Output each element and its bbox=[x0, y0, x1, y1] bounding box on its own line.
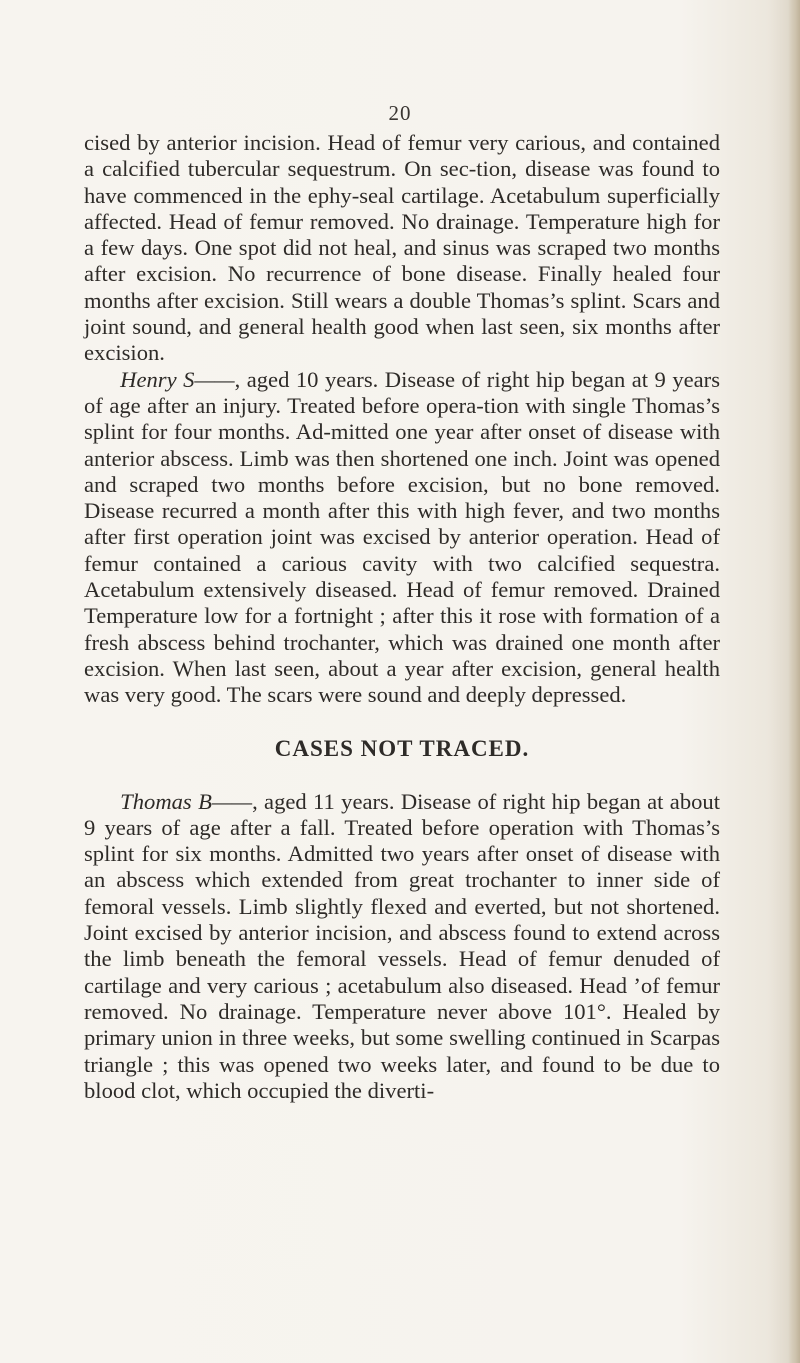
paragraph-text: , aged 11 years. Disease of right hip began at about 9 years of age after a fall. Treated before operation with Thomas’s splint for six months. Admitted two years after onset of disease with an abscess which extended from great trochanter to inner side of femoral vessels. Limb slightly flexed and everted, but not shortened. Joint excised by anterior incision, and abscess found to extend across the limb beneath the femoral vessels. Head of femur denuded of cartilage and very carious ; acetabulum also diseased. Head ’of femur removed. No drainage. Temperature never above 101°. Healed by primary union in three weeks, but some swelling continued in Scarpas triangle ; this was opened two weeks later, and found to be due to blood clot, which occupied the diverti- bbox=[84, 788, 720, 1103]
section-heading: CASES NOT TRACED. bbox=[274, 735, 530, 761]
page-number: 20 bbox=[388, 101, 412, 125]
patient-name: Thomas B—— bbox=[120, 788, 253, 814]
case-paragraph-thomas bbox=[84, 789, 720, 1105]
section-heading-block bbox=[84, 709, 720, 789]
page-body bbox=[84, 130, 720, 1104]
case-paragraph-continued bbox=[84, 130, 720, 367]
paragraph-text: cised by anterior incision. Head of femur very carious, and contained a calcified tubercular sequestrum. On sec-tion, disease was found to have commenced in the ephy-seal cartilage. Acetabulum superficially affected. Head of femur removed. No drainage. Temperature high for a few days. One spot did not heal, and sinus was scraped two months after excision. No recurrence of bone disease. Finally healed four months after excision. Still wears a double Thomas’s splint. Scars and joint sound, and general health good when last seen, six months after excision. bbox=[84, 130, 720, 366]
paragraph-text: , aged 10 years. Disease of right hip began at 9 years of age after an injury. Treated before opera-tion with single Thomas’s splint for four months. Ad-mitted one year after onset of disease with anterior abscess. Limb was then shortened one inch. Joint was opened and scraped two months before excision, but no bone removed. Disease recurred a month after this with high fever, and two months after first operation joint was excised by anterior operation. Head of femur contained a carious cavity with two calcified sequestra. Acetabulum extensively diseased. Head of femur removed. Drained Temperature low for a fortnight ; after this it rose with formation of a fresh abscess behind trochanter, which was drained one month after excision. When last seen, about a year after excision, general health was very good. The scars were sound and deeply depressed. bbox=[84, 366, 720, 708]
page-edge-shadow bbox=[788, 0, 800, 1363]
patient-name: Henry S—— bbox=[120, 366, 235, 392]
case-paragraph-henry bbox=[84, 367, 720, 709]
